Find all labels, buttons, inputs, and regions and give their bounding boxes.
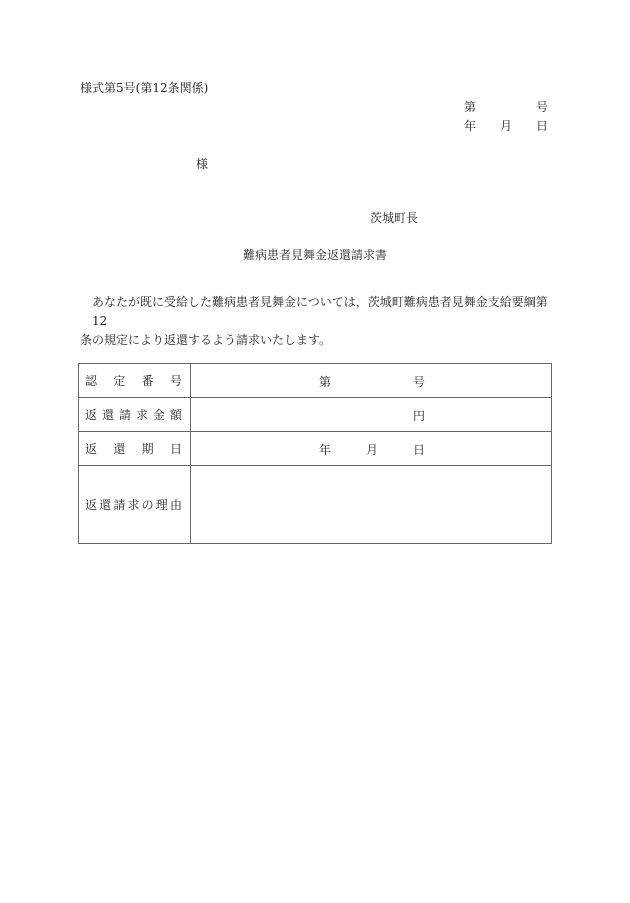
table-row-repayment-deadline	[79, 432, 552, 466]
body-line-2: 条の規定により返還するよう請求いたします。	[80, 333, 332, 347]
label-char: 返	[85, 442, 98, 456]
label-char: 請	[113, 498, 126, 512]
date-year-label: 年	[464, 119, 477, 133]
label-char: 額	[169, 408, 182, 422]
label-char: 由	[169, 498, 182, 512]
number-prefix: 第	[319, 375, 332, 389]
label-char: 返	[85, 408, 98, 422]
label-char: 還	[113, 442, 126, 456]
label-repayment-deadline	[79, 432, 191, 466]
label-char: 還	[101, 408, 114, 422]
addressee-honorific: 様	[196, 157, 209, 171]
yen-unit: 円	[413, 409, 426, 423]
doc-number-prefix: 第	[464, 100, 477, 114]
label-char: 番	[141, 374, 154, 388]
date-day-label: 日	[536, 119, 549, 133]
document-title: 難病患者見舞金返還請求書	[242, 248, 387, 262]
label-char: 認	[85, 374, 98, 388]
doc-number-suffix: 号	[536, 100, 549, 114]
deadline-month: 月	[366, 443, 379, 457]
label-char: 求	[127, 498, 140, 512]
label-char: 定	[113, 374, 126, 388]
sender-name: 茨城町長	[370, 211, 419, 225]
label-char: 還	[99, 498, 112, 512]
document-body	[80, 293, 560, 350]
deadline-year: 年	[319, 443, 332, 457]
date-month-label: 月	[500, 119, 513, 133]
label-char: 理	[155, 498, 168, 512]
body-line-1: あなたが既に受給した難病患者見舞金については，茨城町難病患者見舞金支給要綱第12	[92, 295, 548, 328]
form-number-label: 様式第5号(第12条関係)	[80, 81, 209, 95]
label-repayment-amount	[79, 398, 191, 432]
table-row-repayment-amount	[79, 398, 552, 432]
label-char: 号	[169, 374, 182, 388]
table-row-certification-number	[79, 364, 552, 398]
label-char: 期	[141, 442, 154, 456]
label-char: 金	[152, 408, 165, 422]
table-row-repayment-reason	[79, 466, 552, 544]
value-repayment-amount[interactable]	[191, 398, 552, 432]
label-certification-number	[79, 364, 191, 398]
value-certification-number[interactable]	[191, 364, 552, 398]
label-char: 求	[135, 408, 148, 422]
label-char: 返	[85, 498, 98, 512]
repayment-form-table	[78, 363, 552, 544]
number-suffix: 号	[413, 375, 426, 389]
deadline-day: 日	[413, 443, 426, 457]
label-char: の	[141, 498, 154, 512]
label-char: 日	[169, 442, 182, 456]
label-char: 請	[118, 408, 131, 422]
value-repayment-reason[interactable]	[191, 466, 552, 544]
value-repayment-deadline[interactable]	[191, 432, 552, 466]
label-repayment-reason	[79, 466, 191, 544]
